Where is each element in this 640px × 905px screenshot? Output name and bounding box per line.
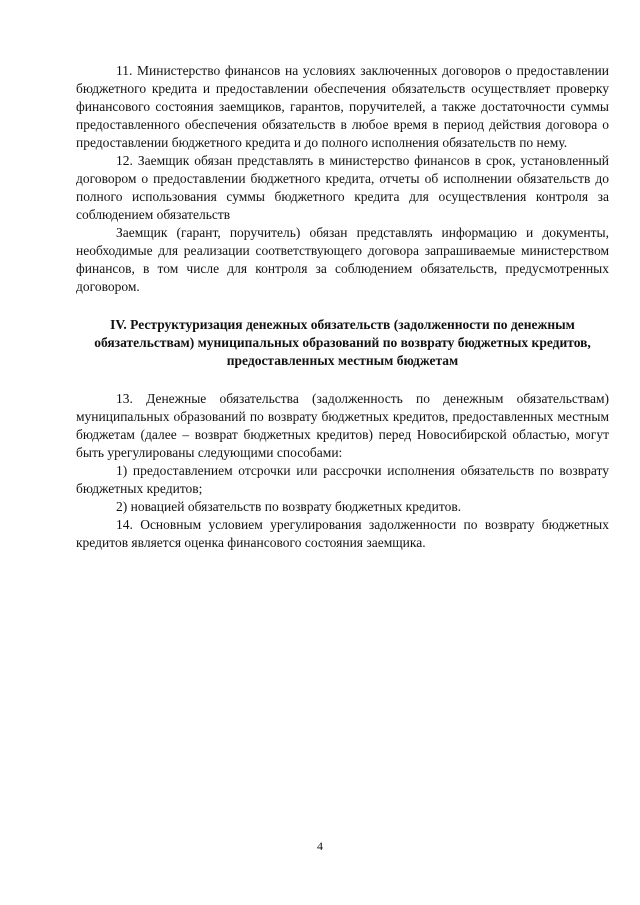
paragraph-11: 11. Министерство финансов на условиях заключенных договоров о предоставлении бюджетного кредита и предоставлении обеспечения обязательств осуществляет проверку финансового состояния заемщиков, гарантов, поручителей, а также достаточности суммы предоставленного обеспечения обязательств в любое время в период действия договора о предоставлении бюджетного кредита и до полного исполнения обязательств по нему. bbox=[76, 63, 609, 150]
paragraph-13-item-2: 2) новацией обязательств по возврату бюджетных кредитов. bbox=[116, 499, 462, 514]
paragraph-14: 14. Основным условием урегулирования задолженности по возврату бюджетных кредитов является оценка финансового состояния заемщика. bbox=[76, 517, 609, 550]
paragraph-13-item-1: 1) предоставлением отсрочки или рассрочки исполнения обязательств по возврату бюджетных кредитов; bbox=[76, 463, 609, 496]
page-number: 4 bbox=[317, 839, 323, 853]
section-heading: IV. Реструктуризация денежных обязательств (задолженности по денежным обязательствам) муниципальных образований по возврату бюджетных кредитов, предоставленных местным бюджетам bbox=[94, 317, 591, 368]
paragraph-13: 13. Денежные обязательства (задолженность по денежным обязательствам) муниципальных образований по возврату бюджетных кредитов, предоставленных местным бюджетам (далее – возврат бюджетных кредитов) перед Новосибирской областью, могут быть урегулированы следующими способами: bbox=[76, 391, 609, 460]
document-body bbox=[76, 62, 609, 552]
paragraph-12-continued: Заемщик (гарант, поручитель) обязан представлять информацию и документы, необходимые для реализации соответствующего договора запрашиваемые министерством финансов, в том числе для контроля за соблюдением обязательств, предусмотренных договором. bbox=[76, 225, 609, 294]
paragraph-12: 12. Заемщик обязан представлять в министерство финансов в срок, установленный договором о предоставлении бюджетного кредита, отчеты об исполнении обязательств до полного использования суммы бюджетного кредита для осуществления контроля за соблюдением обязательств bbox=[76, 153, 609, 222]
